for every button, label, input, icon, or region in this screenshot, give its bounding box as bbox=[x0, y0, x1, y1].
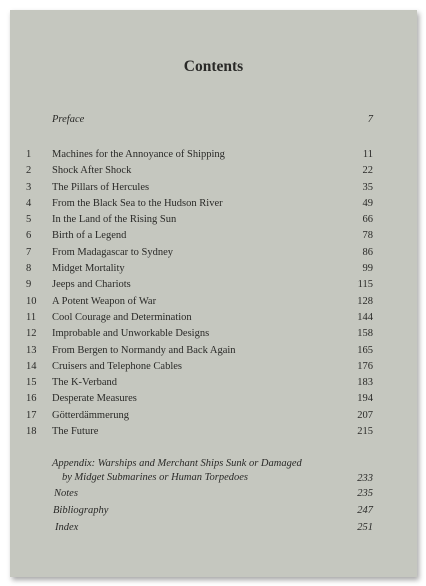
chapter-title: Jeeps and Chariots bbox=[52, 279, 131, 291]
chapter-row bbox=[10, 375, 417, 391]
chapter-number: 14 bbox=[26, 360, 37, 372]
chapter-title: From the Black Sea to the Hudson River bbox=[52, 197, 223, 209]
chapter-page: 49 bbox=[362, 197, 373, 209]
chapter-title: In the Land of the Rising Sun bbox=[52, 214, 177, 226]
chapter-number: 1 bbox=[26, 149, 32, 160]
chapter-row bbox=[10, 147, 417, 163]
chapter-title: Machines for the Annoyance of Shipping bbox=[52, 149, 225, 160]
chapter-number: 3 bbox=[26, 181, 32, 193]
chapter-page: 207 bbox=[357, 409, 373, 421]
chapter-title: Cruisers and Telephone Cables bbox=[52, 360, 182, 372]
chapter-page: 99 bbox=[362, 263, 373, 275]
chapter-page: 176 bbox=[357, 360, 373, 372]
chapter-page: 194 bbox=[357, 393, 373, 405]
bibliography-title: Bibliography bbox=[53, 505, 109, 516]
chapter-number: 2 bbox=[26, 165, 32, 177]
bibliography-entry bbox=[10, 505, 417, 522]
chapter-page: 66 bbox=[362, 214, 373, 226]
bibliography-page: 247 bbox=[357, 505, 373, 516]
chapter-number: 10 bbox=[26, 295, 37, 307]
chapter-title: A Potent Weapon of War bbox=[52, 295, 157, 307]
appendix-title-line-1: Appendix: Warships and Merchant Ships Sunk or Damaged bbox=[52, 458, 302, 469]
preface-entry bbox=[52, 114, 373, 125]
chapter-title: Midget Mortality bbox=[52, 263, 125, 275]
chapter-title: Birth of a Legend bbox=[52, 230, 127, 242]
chapter-title: Cool Courage and Determination bbox=[52, 311, 192, 323]
notes-page: 235 bbox=[357, 488, 373, 499]
chapter-row bbox=[10, 326, 417, 342]
chapter-row bbox=[10, 163, 417, 179]
index-title: Index bbox=[55, 522, 79, 533]
notes-entry bbox=[10, 488, 417, 505]
chapter-page: 78 bbox=[362, 230, 373, 242]
chapter-page: 165 bbox=[357, 344, 373, 356]
chapter-title: Shock After Shock bbox=[52, 165, 132, 177]
chapter-number: 8 bbox=[26, 263, 32, 275]
chapter-row bbox=[10, 294, 417, 310]
appendix-page: 233 bbox=[357, 473, 373, 484]
chapter-page: 215 bbox=[357, 426, 373, 438]
chapter-number: 5 bbox=[26, 214, 32, 226]
chapter-row bbox=[10, 261, 417, 277]
chapter-page: 128 bbox=[357, 295, 373, 307]
chapter-title: The Future bbox=[52, 426, 99, 438]
chapter-page: 183 bbox=[357, 377, 373, 389]
chapter-row bbox=[10, 277, 417, 293]
chapter-row bbox=[10, 408, 417, 424]
chapter-number: 16 bbox=[26, 393, 37, 405]
chapter-page: 158 bbox=[357, 328, 373, 340]
chapter-row bbox=[10, 228, 417, 244]
chapter-number: 9 bbox=[26, 279, 32, 291]
chapter-number: 13 bbox=[26, 344, 37, 356]
chapter-number: 15 bbox=[26, 377, 37, 389]
book-page bbox=[10, 10, 417, 577]
preface-title: Preface bbox=[52, 114, 85, 125]
chapter-title: Götterdämmerung bbox=[52, 409, 129, 421]
chapter-row bbox=[10, 359, 417, 375]
chapter-row bbox=[10, 310, 417, 326]
chapter-title: From Bergen to Normandy and Back Again bbox=[52, 344, 236, 356]
chapter-row bbox=[10, 245, 417, 261]
chapter-row bbox=[10, 212, 417, 228]
chapter-page: 22 bbox=[362, 165, 373, 177]
chapter-page: 86 bbox=[362, 246, 373, 258]
chapter-number: 11 bbox=[26, 311, 37, 323]
chapter-number: 4 bbox=[26, 197, 32, 209]
chapter-page: 144 bbox=[357, 311, 373, 323]
chapter-number: 17 bbox=[26, 409, 37, 421]
chapter-title: Desperate Measures bbox=[52, 393, 137, 405]
chapter-title: The Pillars of Hercules bbox=[52, 181, 150, 193]
chapter-number: 7 bbox=[26, 246, 32, 258]
chapter-number: 6 bbox=[26, 230, 32, 242]
chapter-title: The K-Verband bbox=[52, 377, 118, 389]
chapter-list bbox=[10, 147, 417, 440]
chapter-page: 11 bbox=[362, 149, 373, 160]
chapter-title: Improbable and Unworkable Designs bbox=[52, 328, 210, 340]
chapter-page: 35 bbox=[362, 181, 373, 193]
preface-page: 7 bbox=[367, 114, 373, 125]
notes-title: Notes bbox=[54, 488, 78, 499]
page-title: Contents bbox=[183, 58, 244, 75]
index-entry bbox=[10, 522, 417, 539]
appendix-title-line-2: by Midget Submarines or Human Torpedoes bbox=[62, 472, 248, 483]
chapter-row bbox=[10, 343, 417, 359]
chapter-row bbox=[10, 180, 417, 196]
chapter-row bbox=[10, 196, 417, 212]
chapter-row bbox=[10, 424, 417, 440]
appendix-entry bbox=[10, 458, 417, 488]
chapter-row bbox=[10, 391, 417, 407]
chapter-number: 12 bbox=[26, 328, 37, 340]
back-matter bbox=[10, 458, 417, 539]
chapter-page: 115 bbox=[357, 279, 373, 291]
chapter-title: From Madagascar to Sydney bbox=[52, 246, 174, 258]
index-page: 251 bbox=[357, 522, 373, 533]
chapter-number: 18 bbox=[26, 426, 37, 438]
